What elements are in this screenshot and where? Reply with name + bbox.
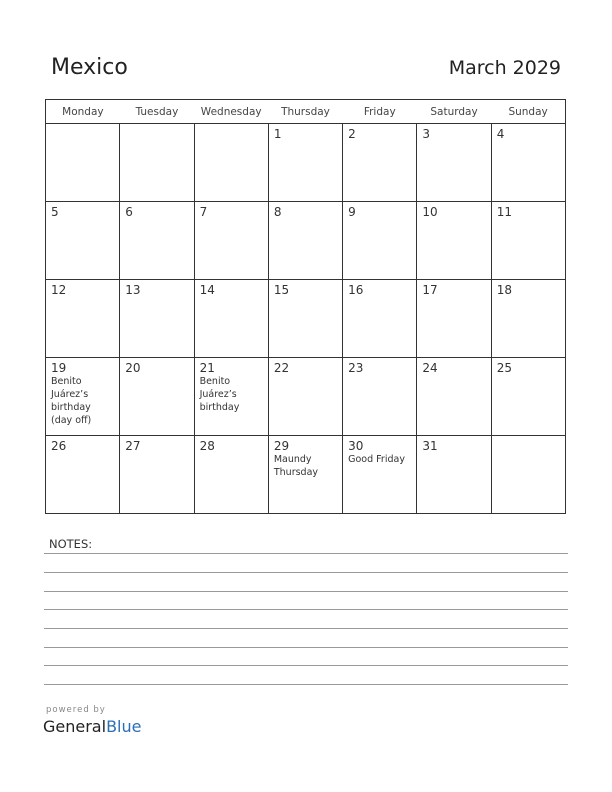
day-number: 6 [125, 205, 133, 219]
weekday-wednesday: Wednesday [194, 100, 268, 124]
day-cell [120, 280, 194, 358]
generalblue-logo [43, 717, 141, 736]
day-number: 24 [422, 361, 438, 375]
day-number: 11 [496, 205, 512, 219]
day-cell [120, 358, 194, 436]
holiday-label: Maundy [273, 454, 312, 465]
notes-label: NOTES: [49, 537, 93, 551]
day-number: 16 [348, 283, 364, 297]
day-cell [194, 280, 268, 358]
brand-blue: Blue [106, 717, 142, 736]
day-number: 13 [125, 283, 141, 297]
day-cell [268, 124, 342, 202]
day-cell [417, 436, 491, 514]
day-cell [120, 202, 194, 280]
day-cell [46, 436, 120, 514]
day-number: 4 [496, 127, 505, 141]
day-cell [491, 124, 565, 202]
day-cell [417, 202, 491, 280]
week-row [46, 358, 566, 436]
day-number: 19 [51, 361, 67, 375]
day-number: 22 [273, 361, 290, 375]
day-cell [194, 124, 268, 202]
holiday-label: Juárez’s [199, 389, 237, 400]
day-cell [46, 202, 120, 280]
holiday-label: birthday [51, 402, 91, 413]
day-cell [120, 436, 194, 514]
day-number: 7 [199, 205, 208, 219]
day-number: 20 [125, 361, 141, 375]
brand-general: General [43, 717, 107, 736]
day-cell [343, 202, 417, 280]
calendar-grid [45, 99, 566, 514]
holiday-label: Benito [199, 376, 231, 387]
week-row [46, 124, 566, 202]
holiday-label: (day off) [51, 415, 92, 426]
day-number: 23 [348, 361, 364, 375]
weekday-header-row [46, 100, 566, 124]
day-cell [343, 436, 417, 514]
day-number: 14 [199, 283, 215, 297]
day-cell [343, 280, 417, 358]
day-number: 18 [496, 283, 512, 297]
day-cell [417, 280, 491, 358]
weekday-tuesday: Tuesday [120, 100, 194, 124]
weekday-saturday: Saturday [417, 100, 491, 124]
day-cell [417, 358, 491, 436]
day-number: 12 [51, 283, 67, 297]
powered-by-text: powered by [46, 705, 106, 715]
week-row [46, 436, 566, 514]
day-cell [491, 202, 565, 280]
notes-line [44, 609, 568, 610]
month-title: March 2029 [448, 57, 561, 79]
weekday-thursday: Thursday [268, 100, 342, 124]
holiday-label: Juárez’s [51, 389, 89, 400]
day-cell [343, 358, 417, 436]
day-cell [46, 280, 120, 358]
holiday-label: birthday [199, 402, 240, 413]
day-number: 1 [273, 127, 282, 141]
day-cell [268, 280, 342, 358]
day-number: 25 [496, 361, 512, 375]
day-number: 29 [273, 439, 290, 453]
day-number: 28 [199, 439, 215, 453]
day-cell [268, 358, 342, 436]
day-cell [194, 202, 268, 280]
day-number: 26 [51, 439, 67, 453]
week-row [46, 202, 566, 280]
day-cell [46, 124, 120, 202]
day-number: 31 [422, 439, 438, 453]
day-cell [491, 436, 565, 514]
weekday-friday: Friday [343, 100, 417, 124]
day-number: 17 [422, 283, 438, 297]
day-cell [343, 124, 417, 202]
notes-line [44, 665, 568, 666]
week-row [46, 280, 566, 358]
day-number: 27 [125, 439, 141, 453]
day-number: 3 [422, 127, 431, 141]
weekday-sunday: Sunday [491, 100, 565, 124]
notes-line [44, 572, 568, 573]
country-title: Mexico [51, 55, 128, 80]
notes-line [44, 684, 568, 685]
day-cell [491, 358, 565, 436]
day-number: 21 [199, 361, 215, 375]
notes-line [44, 647, 568, 648]
holiday-label: Thursday [273, 467, 319, 478]
day-number: 9 [348, 205, 356, 219]
weekday-monday: Monday [46, 100, 120, 124]
day-cell [120, 124, 194, 202]
day-cell [46, 358, 120, 436]
day-number: 30 [348, 439, 364, 453]
day-number: 15 [273, 283, 290, 297]
notes-line [44, 591, 568, 592]
day-cell [268, 436, 342, 514]
day-cell [194, 358, 268, 436]
day-number: 8 [273, 205, 282, 219]
notes-line [44, 553, 568, 554]
day-cell [417, 124, 491, 202]
day-cell [491, 280, 565, 358]
day-number: 10 [422, 205, 438, 219]
holiday-label: Good Friday [348, 454, 405, 465]
notes-line [44, 628, 568, 629]
holiday-label: Benito [51, 376, 82, 387]
day-number: 5 [51, 205, 59, 219]
day-cell [268, 202, 342, 280]
day-number: 2 [348, 127, 356, 141]
day-cell [194, 436, 268, 514]
